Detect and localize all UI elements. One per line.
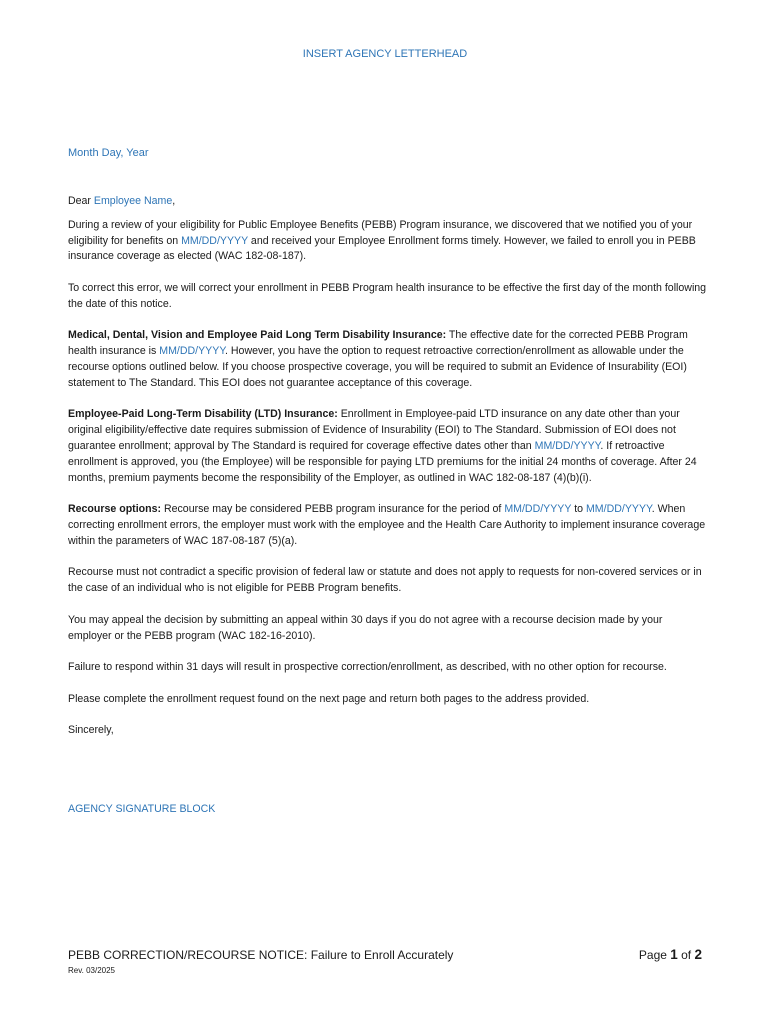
paragraph-correction: To correct this error, we will correct your enrollment in PEBB Program health insurance to be effective the first day of the month following the date of this notice. — [68, 281, 707, 310]
greeting-suffix: , — [172, 195, 176, 207]
paragraph-ltd — [68, 407, 708, 486]
paragraph-appeal: You may appeal the decision by submitting an appeal within 30 days if you do not agree with a recourse decision made by your employer or the PEBB program (WAC 182-16-2010). — [68, 613, 663, 642]
paragraph-medical — [68, 328, 708, 391]
total-pages: 2 — [694, 947, 702, 962]
p5-text-mid: to — [571, 503, 586, 516]
footer-title: PEBB CORRECTION/RECOURSE NOTICE: Failure to Enroll Accurately — [68, 948, 454, 962]
p4-text-b: . If retroactive enrollment is approved, you (the Employee) will be responsible for paying LTD premiums for the initial 24 months of coverage. After 24 months, premium payments become the responsibility of the Employer, as outlined in WAC 182-08-187 (4)(b)(i). — [68, 439, 697, 484]
p4-text-a: Enrollment in Employee-paid LTD insurance on any date other than your original eligibility/effective date requires submission of Evidence of Insurability (EOI) to The Standard. Submission of EOI does not guarantee enrollment; approval by The Standard is required for coverage effective dates other than — [68, 408, 680, 452]
footer-revision: Rev. 03/2025 — [68, 966, 115, 975]
recourse-heading: Recourse options: — [68, 503, 162, 516]
letter-date: Month Day, Year — [68, 147, 149, 159]
eligibility-date-placeholder: MM/DD/YYYY — [181, 234, 248, 247]
p1-text-b: and received your Employee Enrollment forms timely. However, we failed to enroll you in PEBB insurance coverage as elected (WAC 182-08-187). — [68, 234, 696, 263]
page-of: of — [677, 948, 695, 962]
page-number — [639, 947, 702, 962]
ltd-heading: Employee-Paid Long-Term Disability (LTD) Insurance: — [68, 408, 338, 421]
page-label: Page — [638, 948, 671, 962]
paragraph-review — [68, 218, 708, 265]
paragraph-federal-law: Recourse must not contradict a specific provision of federal law or statute and does not apply to requests for non-covered services or in the case of an individual who is not eligible for PEBB Program benefits. — [68, 566, 702, 595]
p5-text-b: . When correcting enrollment errors, the employer must work with the employee and the Health Care Authority to implement insurance coverage within the parameters of WAC 187-08-187 (5)(a). — [68, 503, 706, 547]
effective-date-placeholder: MM/DD/YYYY — [159, 345, 226, 358]
current-page: 1 — [670, 947, 678, 962]
letter-body — [68, 194, 708, 755]
paragraph-recourse — [68, 502, 708, 549]
p5-text-a: Recourse may be considered PEBB program insurance for the period of — [161, 503, 505, 516]
recourse-start-date-placeholder: MM/DD/YYYY — [504, 503, 572, 516]
closing: Sincerely, — [68, 724, 114, 737]
recourse-end-date-placeholder: MM/DD/YYYY — [585, 503, 652, 516]
medical-heading: Medical, Dental, Vision and Employee Paid Long Term Disability Insurance: — [68, 329, 447, 342]
paragraph-failure-to-respond: Failure to respond within 31 days will result in prospective correction/enrollment, as described, with no other option for recourse. — [68, 661, 667, 674]
employee-name-placeholder: Employee Name — [93, 195, 173, 207]
greeting-prefix: Dear — [68, 195, 94, 207]
p3-text-a: The effective date for the corrected PEBB Program health insurance is — [68, 329, 688, 358]
agency-signature-block: AGENCY SIGNATURE BLOCK — [68, 803, 216, 815]
agency-letterhead-placeholder: INSERT AGENCY LETTERHEAD — [302, 48, 468, 60]
p1-text-a: During a review of your eligibility for Public Employee Benefits (PEBB) Program insurance, we discovered that we notified you of your eligibility for benefits on — [68, 218, 693, 247]
ltd-date-placeholder: MM/DD/YYYY — [534, 439, 601, 452]
p3-text-b: . However, you have the option to request retroactive correction/enrollment as allowable under the recourse options outlined below. If you choose prospective coverage, you will be required to submit an Evidence of Insurability (EOI) statement to The Standard. This EOI does not guarantee acceptance of this coverage. — [68, 345, 687, 389]
greeting — [68, 194, 708, 210]
paragraph-instructions: Please complete the enrollment request found on the next page and return both pages to the address provided. — [68, 692, 590, 705]
